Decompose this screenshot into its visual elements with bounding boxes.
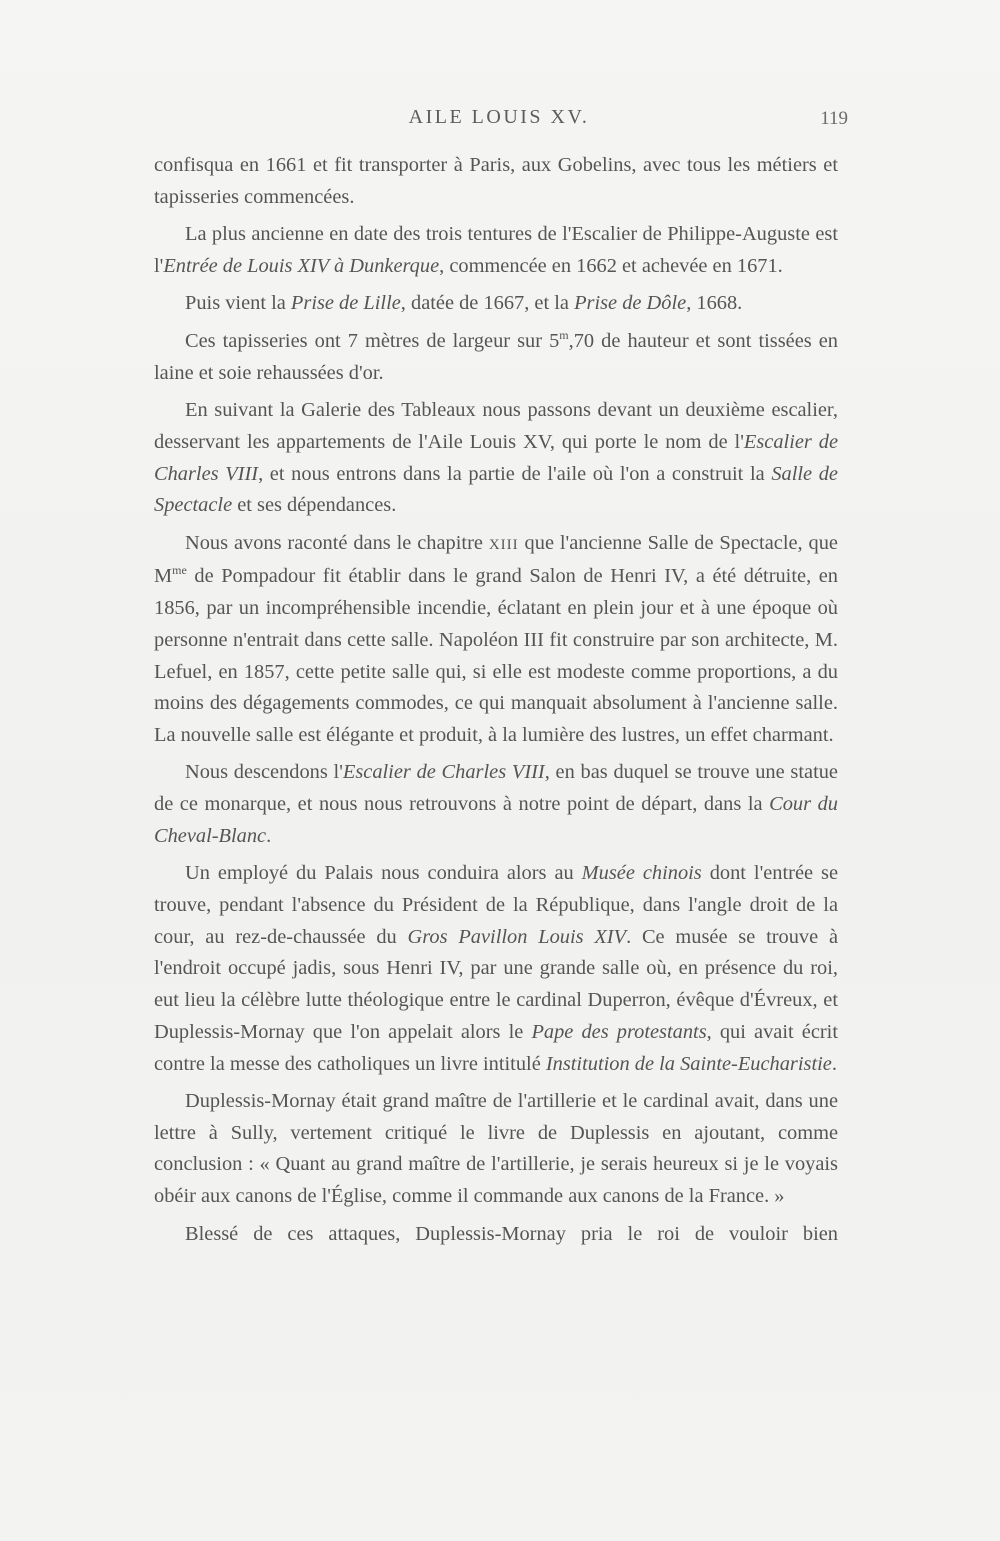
text-run: . bbox=[831, 1052, 837, 1075]
italic-title: Escalier de Charles VIII bbox=[154, 430, 838, 485]
text-run: ,70 de hauteur et sont tissées en laine et soie rehaussées d'or. bbox=[154, 329, 839, 384]
text-run: , en bas duquel se trouve une statue de ce monarque, et nous nous retrouvons à notre point de départ, dans la bbox=[154, 761, 838, 816]
text-run: que l'ancienne Salle de Spectacle, que M bbox=[154, 531, 838, 588]
page-header bbox=[150, 106, 848, 136]
body-text bbox=[154, 150, 838, 1256]
paragraph bbox=[154, 150, 838, 213]
text-run: , et nous entrons dans la partie de l'aile où l'on a construit la bbox=[258, 462, 772, 485]
paragraph bbox=[154, 757, 838, 852]
text-run: de Pompadour fit établir dans le grand Salon de Henri IV, a été détruite, en 1856, par un incompréhensible incendie, éclatant en plein jour et à une époque où personne n'entrait dans cette salle. Napoléon III fit construire par son architecte, M. Lefuel, en 1857, cette petite salle qui, si elle est modeste comme proportions, a du moins des dégagements commodes, ce qui manquait absolument à l'ancienne salle. La nouvelle salle est élégante et produit, à la lumière des lustres, un effet charmant. bbox=[154, 565, 838, 746]
small-caps-numeral: XIII bbox=[488, 536, 519, 553]
text-run: confisqua en 1661 et fit transporter à Paris, aux Gobelins, avec tous les métiers et tapisseries commencées. bbox=[154, 154, 838, 208]
running-title: AILE LOUIS XV. bbox=[408, 106, 590, 128]
italic-title: Institution de la Sainte-Eucharistie bbox=[545, 1052, 832, 1075]
italic-title: Pape des protestants bbox=[531, 1020, 707, 1043]
paragraph bbox=[154, 219, 838, 282]
text-run: Ces tapisseries ont 7 mètres de largeur sur 5 bbox=[185, 329, 560, 352]
text-run: , commencée en 1662 et achevée en 1671. bbox=[439, 254, 783, 277]
text-run: . Ce musée se trouve à l'endroit occupé jadis, sous Henri IV, par une grande salle où, en présence du roi, eut lieu la célèbre lutte théologique entre le cardinal Duperron, évêque d'Évreux, et Duplessis-Mornay que l'on appelait alors le bbox=[154, 925, 839, 1043]
paragraph bbox=[154, 858, 838, 1080]
text-run: , 1668. bbox=[686, 292, 743, 315]
text-run: Blessé de ces attaques, Duplessis-Mornay pria le roi de vouloir bien bbox=[185, 1222, 838, 1245]
italic-title: Escalier de Charles VIII bbox=[342, 761, 545, 784]
page-number: 119 bbox=[820, 108, 848, 129]
italic-title: Entrée de Louis XIV à Dunkerque bbox=[163, 254, 440, 277]
italic-title: Prise de Lille bbox=[290, 292, 401, 315]
text-run: Nous avons raconté dans le chapitre bbox=[185, 531, 489, 554]
text-run: Nous descendons l' bbox=[185, 761, 343, 784]
text-run: Duplessis-Mornay était grand maître de l'artillerie et le cardinal avait, dans une lettre à Sully, vertement critiqué le livre de Duplessis en ajoutant, comme conclusion : « Quant au grand maître de l'artillerie, je serais heureux si je le voyais obéir aux canons de l'Église, comme il commande aux canons de la France. » bbox=[154, 1090, 838, 1208]
superscript: m bbox=[559, 327, 569, 342]
text-run: Un employé du Palais nous conduira alors au bbox=[185, 862, 582, 885]
text-run: et ses dépendances. bbox=[232, 494, 397, 517]
paragraph bbox=[154, 1086, 838, 1213]
text-run: En suivant la Galerie des Tableaux nous passons devant un deuxième escalier, desservant les appartements de l'Aile Louis XV, qui porte le nom de l' bbox=[154, 399, 838, 453]
text-run: , datée de 1667, et la bbox=[400, 292, 575, 315]
italic-title: Prise de Dôle bbox=[574, 292, 687, 315]
italic-title: Cour du Cheval-Blanc bbox=[154, 793, 838, 847]
italic-title: Musée chinois bbox=[581, 862, 702, 885]
paragraph bbox=[154, 1219, 838, 1251]
italic-title: Salle de Spectacle bbox=[154, 462, 838, 517]
paragraph bbox=[154, 326, 838, 389]
paragraph bbox=[154, 395, 838, 522]
text-run: , qui avait écrit contre la messe des catholiques un livre intitulé bbox=[154, 1020, 839, 1075]
italic-title: Gros Pavillon Louis XIV bbox=[407, 925, 627, 948]
text-run: La plus ancienne en date des trois tentures de l'Escalier de Philippe-Auguste est l' bbox=[154, 223, 838, 277]
text-run: dont l'entrée se trouve, pendant l'absence du Président de la République, dans l'angle droit de la cour, au rez-de-chaussée du bbox=[154, 862, 839, 948]
paragraph bbox=[154, 288, 838, 320]
text-run: Puis vient la bbox=[185, 292, 291, 315]
superscript: me bbox=[172, 563, 187, 578]
text-run: . bbox=[266, 824, 272, 847]
paragraph bbox=[154, 528, 838, 752]
